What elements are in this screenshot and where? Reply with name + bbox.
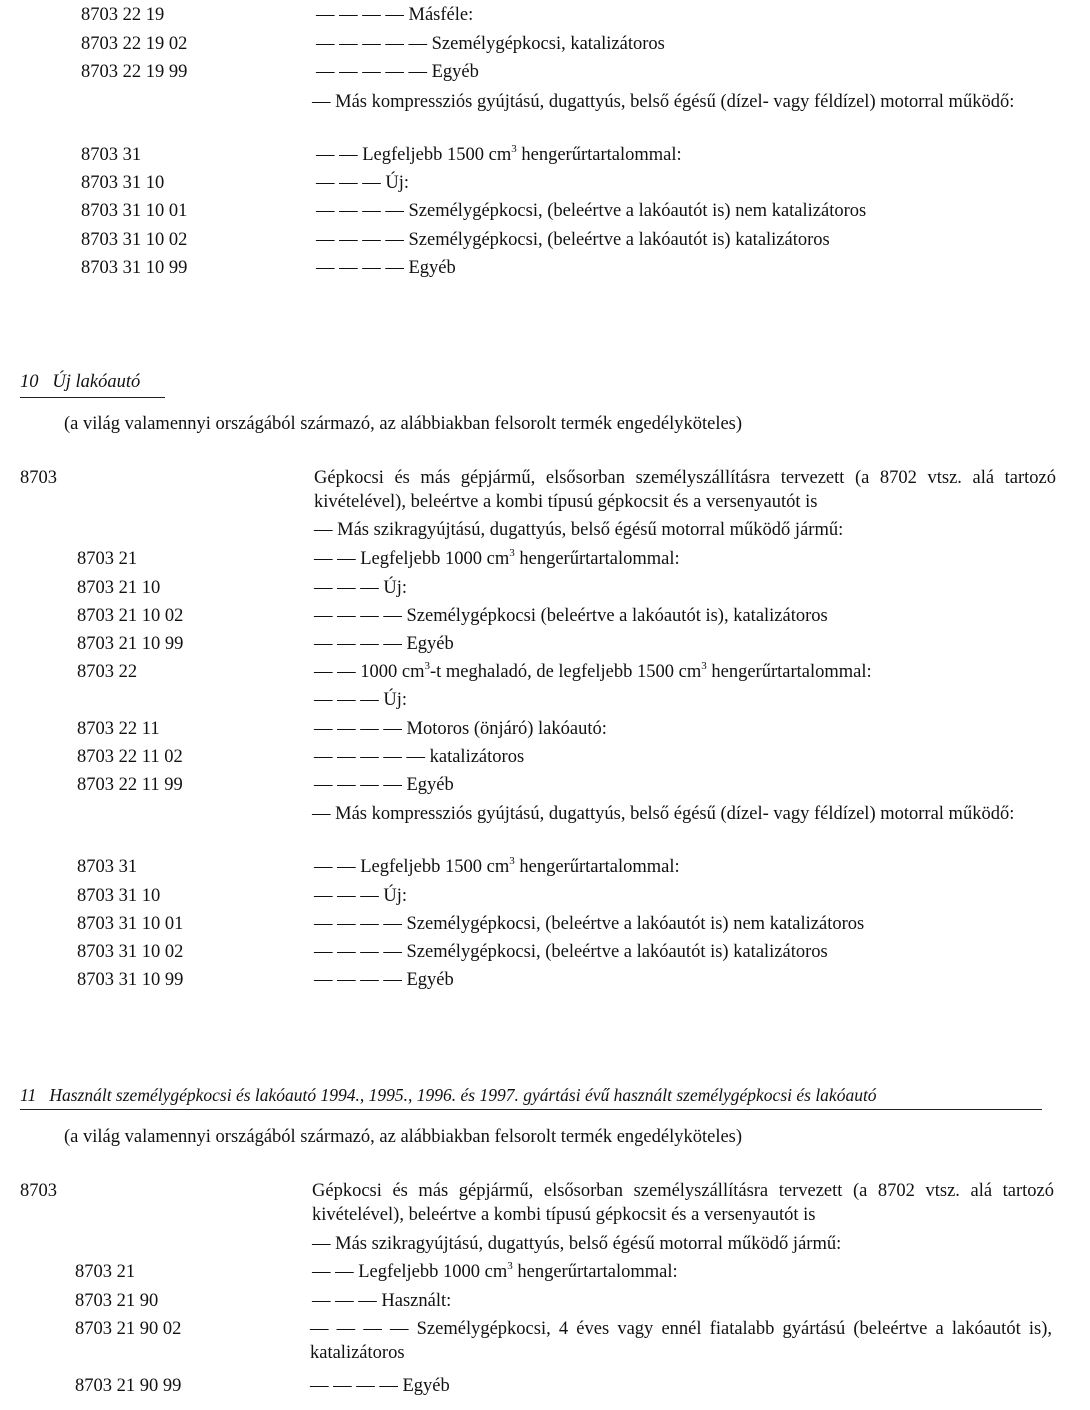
table-row (0, 30, 1090, 58)
tariff-code: 8703 21 90 02 (75, 1319, 182, 1339)
tariff-description: Gépkocsi és más gépjármű, elsősorban személyszállításra tervezett (a 8702 vtsz. alá tartozó kivételével), beleértve a kombi típusú gépkocsit és a versenyautót is (314, 468, 1056, 512)
tariff-code: 8703 22 (77, 662, 138, 682)
tariff-description: — Más szikragyújtású, dugattyús, belső égésű motorral működő jármű: (312, 1234, 842, 1254)
tariff-code: 8703 22 19 (81, 5, 165, 25)
licensing-note: (a világ valamennyi országából származó, az alábbiakban felsorolt termék engedélyköteles) (64, 1127, 743, 1147)
tariff-code: 8703 21 90 99 (75, 1376, 182, 1396)
tariff-code: 8703 31 10 99 (81, 258, 188, 278)
tariff-code: 8703 21 (75, 1262, 136, 1282)
tariff-description: — — — — — Személygépkocsi, katalizátoros (316, 34, 665, 54)
table-row (0, 574, 1090, 602)
table-row (0, 938, 1090, 966)
table-row (0, 1258, 1090, 1286)
tariff-description: — — — — Egyéb (314, 775, 454, 795)
tariff-description: — — — — — Egyéb (316, 62, 479, 82)
table-row (0, 602, 1090, 630)
tariff-code: 8703 31 10 02 (81, 230, 188, 250)
tariff-description: — — — — Személygépkocsi, (beleértve a lakóautót is) nem katalizátoros (314, 914, 865, 934)
tariff-code: 8703 31 (77, 857, 138, 877)
tariff-description: — — Legfeljebb 1500 $cm^3$ hengerűrtartalommal: (316, 142, 682, 165)
tariff-code: 8703 (20, 1181, 57, 1201)
table-row (0, 882, 1090, 910)
section-heading (20, 1081, 877, 1109)
table-row (0, 197, 1090, 225)
tariff-code: 8703 31 10 99 (77, 970, 184, 990)
tariff-description: — — 1000 $cm^3-t$ meghaladó, de legfeljebb 1500 $cm^3$ hengerűrtartalommal: (314, 659, 872, 682)
section-number: 10 (20, 372, 39, 392)
section-title: Új lakóautó (52, 372, 141, 392)
tariff-description: — — — — Motoros (önjáró) lakóautó: (314, 719, 607, 739)
tariff-code: 8703 21 90 (75, 1291, 159, 1311)
tariff-code: 8703 21 10 02 (77, 606, 184, 626)
section-title: Használt személygépkocsi és lakóautó 1994., 1995., 1996. és 1997. gyártási évű használt személygépkocsi és lakóautó (49, 1085, 877, 1105)
table-row (0, 254, 1090, 282)
tariff-description: — Más kompressziós gyújtású, dugattyús, belső égésű (dízel- vagy féldízel) motorral működő: (312, 92, 1015, 112)
tariff-code: 8703 31 (81, 145, 142, 165)
tariff-description: Gépkocsi és más gépjármű, elsősorban személyszállításra tervezett (a 8702 vtsz. alá tartozó kivételével), beleértve a kombi típusú gépkocsit és a versenyautót is (312, 1181, 1054, 1225)
table-row (0, 853, 1090, 881)
table-row (0, 1230, 1090, 1258)
tariff-description: — — — — Személygépkocsi, (beleértve a lakóautót is) katalizátoros (314, 942, 828, 962)
tariff-description: — — — Új: (314, 690, 408, 710)
table-row (0, 966, 1090, 994)
tariff-code: 8703 22 11 02 (77, 747, 183, 767)
table-row (0, 658, 1090, 686)
table-row (0, 1287, 1090, 1315)
tariff-code: 8703 21 10 99 (77, 634, 184, 654)
tariff-description: — — — — Személygépkocsi, 4 éves vagy ennél fiatalabb gyártású (beleértve a lakóautót is), katalizátoros (310, 1319, 1052, 1363)
licensing-note: (a világ valamennyi országából származó, az alábbiakban felsorolt termék engedélyköteles) (64, 414, 743, 434)
tariff-code: 8703 22 19 02 (81, 34, 188, 54)
tariff-description: — — Legfeljebb 1000 $cm^3$ hengerűrtartalommal: (314, 546, 680, 569)
table-row (0, 715, 1090, 743)
tariff-description: — — — — Személygépkocsi (beleértve a lakóautót is), katalizátoros (314, 606, 828, 626)
tariff-code: 8703 (20, 468, 57, 488)
table-row (0, 630, 1090, 658)
tariff-code: 8703 31 10 02 (77, 942, 184, 962)
tariff-code: 8703 31 10 01 (77, 914, 184, 934)
section-number: 11 (20, 1085, 37, 1105)
tariff-description: — Más kompressziós gyújtású, dugattyús, belső égésű (dízel- vagy féldízel) motorral működő: (312, 804, 1015, 824)
tariff-code: 8703 22 11 (77, 719, 160, 739)
tariff-description: — — — — Személygépkocsi, (beleértve a lakóautót is) katalizátoros (316, 230, 830, 250)
tariff-code: 8703 21 10 (77, 578, 161, 598)
tariff-description: — — — — Egyéb (316, 258, 456, 278)
table-row (0, 58, 1090, 86)
tariff-description: — — — — Egyéb (314, 634, 454, 654)
table-row (0, 743, 1090, 771)
tariff-description: — — — Új: (316, 173, 410, 193)
tariff-description: — — — — Egyéb (314, 970, 454, 990)
tariff-description: — — — — Másféle: (316, 5, 474, 25)
tariff-code: 8703 31 10 (81, 173, 165, 193)
tariff-description: — — — — Személygépkocsi, (beleértve a lakóautót is) nem katalizátoros (316, 201, 867, 221)
table-row (0, 910, 1090, 938)
tariff-code: 8703 31 10 (77, 886, 161, 906)
heading-underline (20, 397, 165, 398)
table-row (0, 169, 1090, 197)
tariff-code: 8703 21 (77, 549, 138, 569)
tariff-description: — — — Használt: (312, 1291, 452, 1311)
tariff-description: — — Legfeljebb 1000 $cm^3$ hengerűrtartalommal: (312, 1259, 678, 1282)
tariff-description: — — — — — katalizátoros (314, 747, 525, 767)
table-row (0, 1, 1090, 29)
tariff-description: — — — — Egyéb (310, 1376, 450, 1396)
table-row (0, 226, 1090, 254)
tariff-code: 8703 22 19 99 (81, 62, 188, 82)
table-row (0, 771, 1090, 799)
tariff-description: — — Legfeljebb 1500 $cm^3$ hengerűrtartalommal: (314, 854, 680, 877)
tariff-description: — — — Új: (314, 886, 408, 906)
heading-underline (20, 1109, 1042, 1110)
tariff-code: 8703 22 11 99 (77, 775, 183, 795)
table-row (0, 141, 1090, 169)
table-row (0, 545, 1090, 573)
tariff-description: — — — Új: (314, 578, 408, 598)
section-heading (20, 368, 140, 396)
table-row (0, 516, 1090, 544)
tariff-description: — Más szikragyújtású, dugattyús, belső égésű motorral működő jármű: (314, 520, 844, 540)
table-row (0, 1372, 1090, 1400)
table-row (0, 686, 1090, 714)
tariff-code: 8703 31 10 01 (81, 201, 188, 221)
